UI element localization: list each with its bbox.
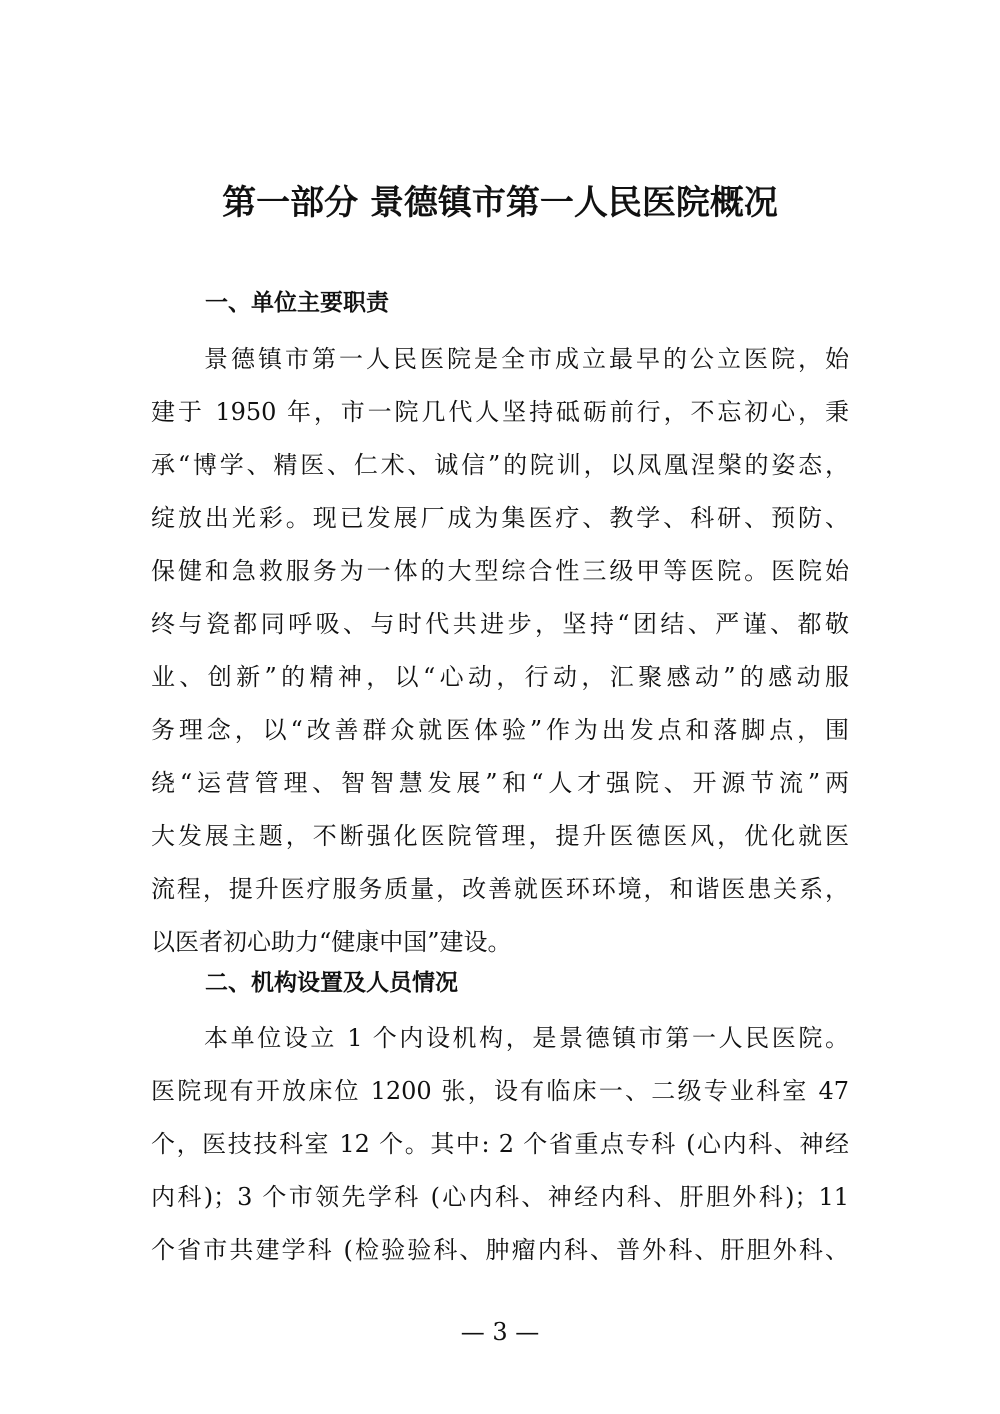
paragraph-line: 保健和急救服务为一体的大型综合性三级甲等医院。医院始: [151, 557, 849, 585]
paragraph-line: 以医者初心助力“健康中国”建设。: [151, 928, 512, 956]
paragraph-line: 景德镇市第一人民医院是全市成立最早的公立医院，始: [204, 345, 849, 373]
paragraph-line: 业、创新”的精神，以“心动，行动，汇聚感动”的感动服: [151, 663, 849, 691]
paragraph-line: 承“博学、精医、仁术、诚信”的院训，以凤凰涅槃的姿态，: [151, 451, 849, 479]
paragraph-line: 本单位设立 1 个内设机构，是景德镇市第一人民医院。: [204, 1024, 849, 1052]
paragraph-line: 流程，提升医疗服务质量，改善就医环环境，和谐医患关系，: [151, 875, 849, 903]
section-heading-duties: 一、单位主要职责: [205, 290, 389, 316]
paragraph-line: 个省市共建学科 (检验验科、肿瘤内科、普外科、肝胆外科、: [151, 1236, 849, 1264]
page-title: 第一部分 景德镇市第一人民医院概况: [222, 183, 778, 223]
paragraph-line: 个，医技技科室 12 个。其中: 2 个省重点专科 (心内科、神经: [151, 1130, 849, 1158]
paragraph-line: 务理念，以“改善群众就医体验”作为出发点和落脚点，围: [151, 716, 849, 744]
paragraph-line: 终与瓷都同呼吸、与时代共进步，坚持“团结、严谨、都敬: [151, 610, 849, 638]
paragraph-line: 医院现有开放床位 1200 张，设有临床一、二级专业科室 47: [151, 1077, 849, 1105]
section-heading-organization: 二、机构设置及人员情况: [205, 970, 458, 996]
paragraph-line: 大发展主题，不断强化医院管理，提升医德医风，优化就医: [151, 822, 849, 850]
paragraph-line: 绕“运营管理、智智慧发展”和“人才强院、开源节流”两: [151, 769, 849, 797]
paragraph-line: 内科)；3 个市领先学科 (心内科、神经内科、肝胆外科)；11: [151, 1183, 849, 1211]
page-number: — 3 —: [460, 1318, 540, 1346]
paragraph-line: 建于 1950 年，市一院几代人坚持砥砺前行，不忘初心，秉: [151, 398, 849, 426]
paragraph-line: 绽放出光彩。现已发展厂成为集医疗、教学、科研、预防、: [151, 504, 849, 532]
